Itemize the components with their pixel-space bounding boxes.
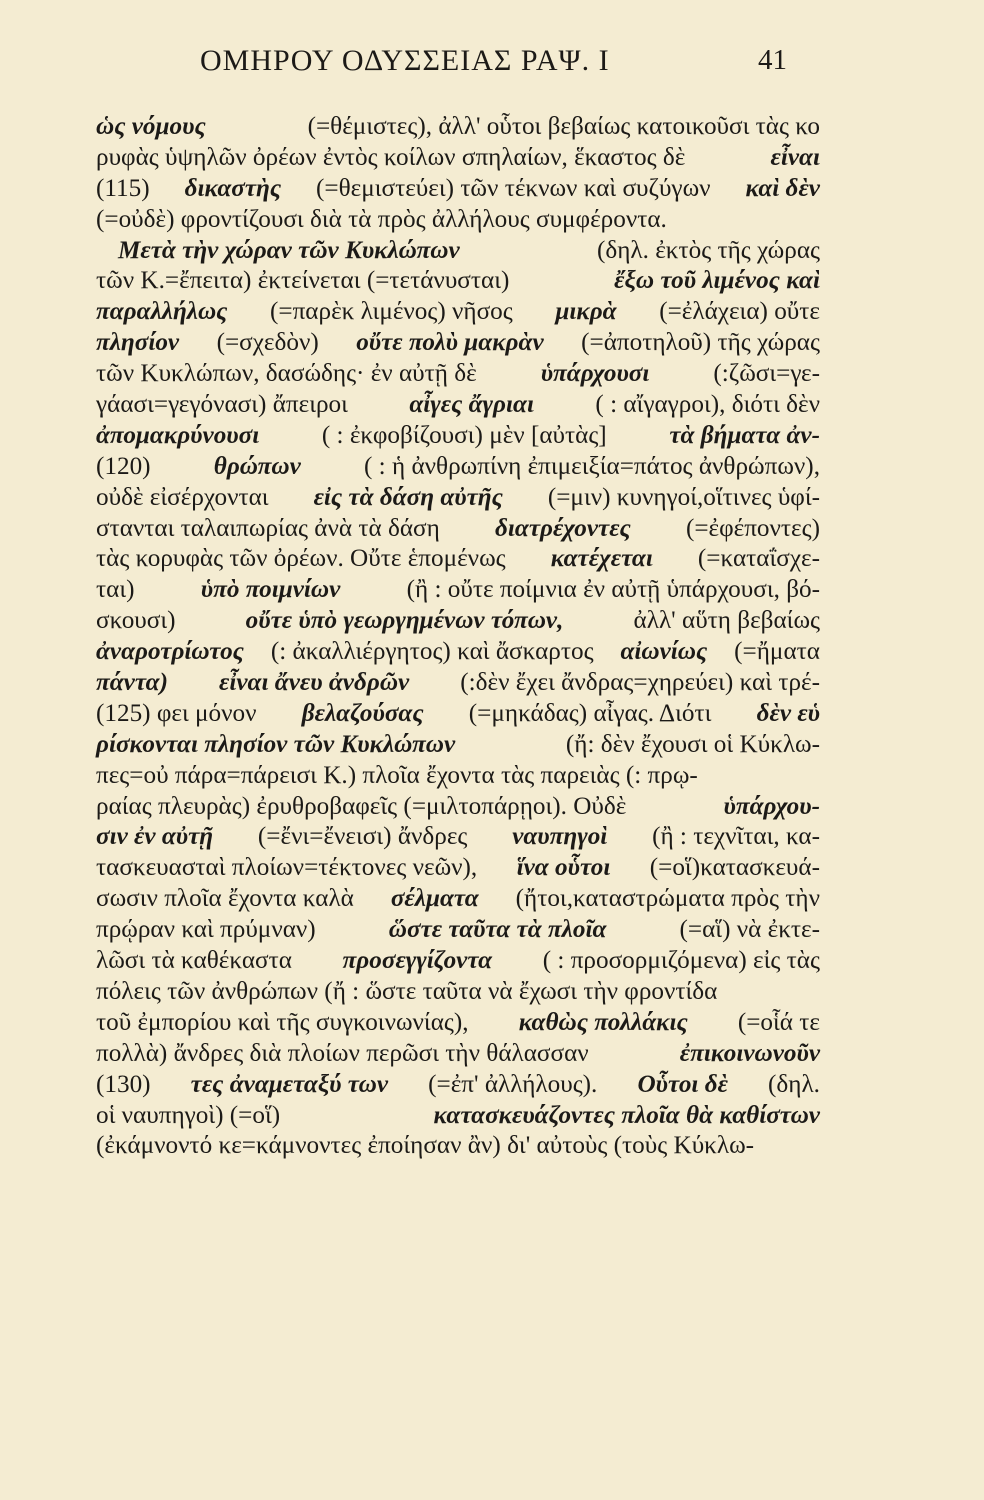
- lemma-text: ἐπικοινωνοῦν: [679, 1039, 820, 1067]
- text-line: [96, 297, 820, 328]
- text-line: [96, 1101, 820, 1132]
- text-line: [96, 514, 820, 545]
- text-line: [96, 112, 820, 143]
- gloss-text: σωσιν πλοῖα ἔχοντα καλὰ: [96, 885, 354, 913]
- gloss-text: (=σχεδὸν): [216, 329, 319, 357]
- text-line: [96, 946, 820, 977]
- lemma-text: πάντα): [96, 669, 169, 697]
- gloss-text: ἀλλ' αὕτη βεβαίως: [633, 607, 820, 635]
- text-line: [96, 236, 820, 267]
- gloss-text: ται): [96, 576, 135, 604]
- lemma-text: εἶναι ἄνευ ἀνδρῶν: [219, 669, 410, 697]
- lemma-text: προσεγγίζοντα: [342, 947, 493, 975]
- gloss-text: (120): [96, 452, 151, 480]
- text-line: [96, 822, 820, 853]
- lemma-text: ὥστε ταῦτα τὰ πλοῖα: [388, 916, 607, 944]
- lemma-text: Μετὰ τὴν χώραν τῶν Κυκλώπων: [118, 236, 460, 264]
- gloss-text: οἱ ναυπηγοὶ) (=οἵ): [96, 1101, 281, 1129]
- gloss-text: ραίας πλευρὰς) ἐρυθροβαφεῖς (=μιλτοπάρῃοι). Οὐδὲ: [96, 792, 627, 820]
- lemma-text: θρώπων: [213, 452, 301, 480]
- gloss-text: (:ζῶσι=γε-: [713, 360, 820, 388]
- text-line: [96, 328, 820, 359]
- lemma-text: κατασκευάζοντες πλοῖα θὰ καθίστων: [433, 1101, 820, 1129]
- gloss-text: (=ἐπ' ἀλλήλους).: [428, 1070, 598, 1098]
- lemma-text: οὔτε πολὺ μακρὰν: [356, 329, 544, 357]
- gloss-text: ( : ἐκφοβίζουσι) μὲν [αὐτὰς]: [321, 421, 607, 449]
- text-line: [96, 884, 820, 915]
- gloss-text: τοῦ ἐμπορίου καὶ τῆς συγκοινωνίας),: [96, 1008, 469, 1036]
- lemma-text: τες ἀναμεταξύ των: [190, 1070, 389, 1098]
- gloss-text: (ἢ : τεχνῖται, κα-: [652, 823, 820, 851]
- gloss-text: (ἤ: δὲν ἔχουσι οἱ Κύκλω-: [565, 730, 820, 758]
- lemma-text: δικαστὴς: [184, 174, 282, 202]
- text-line: [96, 359, 820, 390]
- lemma-text: δὲν εὑ: [756, 699, 820, 727]
- text-line: [96, 1131, 820, 1162]
- lemma-text: αἰωνίως: [620, 638, 708, 666]
- text-line: [96, 792, 820, 823]
- gloss-text: (ἢ : οὔτε ποίμνια ἐν αὐτῇ ὑπάρχουσι, βό-: [406, 576, 820, 604]
- text-line: [96, 606, 820, 637]
- gloss-text: (=μιν) κυνηγοί,οἵτινες ὑφί-: [547, 483, 820, 511]
- text-line: [96, 1008, 820, 1039]
- gloss-text: ( : ἡ ἀνθρωπίνη ἐπιμειξία=πάτος ἀνθρώπων),: [364, 452, 820, 480]
- text-line: [96, 174, 820, 205]
- gloss-text: ρυφὰς ὑψηλῶν ὀρέων ἐντὸς κοίλων σπηλαίων, ἕκαστος δὲ: [96, 143, 686, 171]
- gloss-text: πρῴραν καὶ πρύμναν): [96, 916, 316, 944]
- gloss-text: ( : προσορμιζόμενα) εἰς τὰς: [542, 947, 820, 975]
- gloss-text: πολλὰ) ἄνδρες διὰ πλοίων περῶσι τὴν θάλασσαν: [96, 1039, 589, 1067]
- gloss-text: (=παρὲκ λιμένος) νῆσος: [270, 298, 513, 326]
- header-title: ΟΜΗΡΟΥ ΟΔΥΣΣΕΙΑΣ ΡΑΨ. Ι: [200, 44, 610, 77]
- text-line: [96, 853, 820, 884]
- lemma-text: παραλλήλως: [96, 298, 228, 326]
- gloss-text: (=καταΐσχε-: [697, 545, 820, 573]
- lemma-text: εἶναι: [770, 143, 820, 171]
- gloss-text: (125) φει μόνον: [96, 699, 257, 727]
- gloss-text: (δηλ. ἐκτὸς τῆς χώρας: [597, 236, 820, 264]
- lemma-text: ἔξω τοῦ λιμένος καὶ: [614, 267, 820, 295]
- gloss-text: (=θέμιστες), ἀλλ' οὗτοι βεβαίως κατοικοῦσι τὰς κο: [307, 113, 820, 140]
- text-line: [96, 1070, 820, 1101]
- lemma-text: ναυπηγοὶ: [512, 823, 608, 851]
- lemma-text: εἰς τὰ δάση αὐτῆς: [313, 483, 503, 511]
- lemma-text: ὑπάρχουσι: [540, 360, 650, 388]
- gloss-text: τασκευασταὶ πλοίων=τέκτονες νεῶν),: [96, 854, 478, 882]
- lemma-text: ἀπομακρύνουσι: [96, 421, 260, 449]
- gloss-text: ( : αἴγαγροι), διότι δὲν: [595, 391, 820, 419]
- gloss-text: (=ἐλάχεια) οὔτε: [659, 298, 820, 326]
- gloss-text: (=μηκάδας) αἶγας. Διότι: [468, 699, 712, 727]
- gloss-text: στανται ταλαιπωρίας ἀνὰ τὰ δάση: [96, 514, 440, 542]
- gloss-text: (=αἵ) νὰ ἐκτε-: [679, 916, 820, 944]
- text-line: [96, 699, 820, 730]
- gloss-text: (=θεμιστεύει) τῶν τέκνων καὶ συζύγων: [316, 174, 711, 202]
- gloss-text: (115): [96, 174, 150, 202]
- text-line: [96, 544, 820, 575]
- text-line: [96, 483, 820, 514]
- gloss-text: (=οἵ)κατασκευά-: [649, 854, 820, 882]
- lemma-text: ἵνα οὗτοι: [516, 854, 611, 882]
- commentary-text: [96, 112, 820, 1162]
- text-line: [96, 266, 820, 297]
- lemma-text: ὡς νόμους: [96, 113, 206, 140]
- lemma-text: σιν ἐν αὐτῇ: [96, 823, 214, 851]
- lemma-text: ὑπάρχου-: [723, 792, 820, 820]
- lemma-text: ἀναροτρίωτος: [96, 638, 244, 666]
- text-line: [96, 205, 820, 236]
- text-line: [96, 452, 820, 483]
- gloss-text: (130): [96, 1070, 151, 1098]
- text-line: [96, 915, 820, 946]
- gloss-text: πες=οὐ πάρα=πάρεισι Κ.) πλοῖα ἔχοντα τὰς παρειὰς (: πρῳ-: [96, 761, 698, 789]
- gloss-text: οὐδὲ εἰσέρχονται: [96, 483, 269, 511]
- lemma-text: Οὗτοι δὲ: [637, 1070, 728, 1098]
- gloss-text: (ἐκάμνοντό κε=κάμνοντες ἐποίησαν ἂν) δι' αὐτοὺς (τοὺς Κύκλω-: [96, 1132, 755, 1160]
- gloss-text: τὰς κορυφὰς τῶν ὀρέων. Οὔτε ἑπομένως: [96, 545, 506, 573]
- gloss-text: (=ἤματα: [734, 638, 820, 666]
- lemma-text: σέλματα: [390, 885, 479, 913]
- gloss-text: (=οὐδὲ) φροντίζουσι διὰ τὰ πρὸς ἀλλήλους συμφέροντα.: [96, 205, 667, 233]
- gloss-text: γάασι=γεγόνασι) ἄπειροι: [96, 391, 348, 419]
- gloss-text: (=ἐφέποντες): [685, 514, 820, 542]
- text-line: [96, 761, 820, 792]
- gloss-text: σκουσι): [96, 607, 176, 635]
- lemma-text: κατέχεται: [550, 545, 653, 573]
- gloss-text: (ἤτοι,καταστρώματα πρὸς τὴν: [515, 885, 820, 913]
- gloss-text: (: ἀκαλλιέργητος) καὶ ἄσκαρτος: [270, 638, 594, 666]
- lemma-text: αἶγες ἄγριαι: [409, 391, 534, 419]
- lemma-text: καὶ δὲν: [745, 174, 820, 202]
- lemma-text: καθὼς πολλάκις: [518, 1008, 688, 1036]
- gloss-text: τῶν Κ.=ἔπειτα) ἐκτείνεται (=τετάνυσται): [96, 267, 510, 295]
- running-header: [0, 44, 984, 88]
- gloss-text: (δηλ.: [768, 1070, 820, 1098]
- lemma-text: βελαζούσας: [301, 699, 424, 727]
- text-line: [96, 637, 820, 668]
- page-number: 41: [758, 44, 787, 76]
- text-line: [96, 668, 820, 699]
- lemma-text: πλησίον: [96, 329, 180, 357]
- gloss-text: (:δὲν ἔχει ἄνδρας=χηρεύει) καὶ τρέ-: [460, 669, 820, 697]
- text-line: [96, 1039, 820, 1070]
- text-line: [96, 977, 820, 1008]
- lemma-text: ὑπὸ ποιμνίων: [200, 576, 341, 604]
- text-line: [96, 143, 820, 174]
- lemma-text: διατρέχοντες: [494, 514, 631, 542]
- text-line: [96, 390, 820, 421]
- lemma-text: τὰ βήματα ἀν-: [669, 421, 820, 449]
- text-line: [96, 730, 820, 761]
- text-line: [96, 421, 820, 452]
- gloss-text: πόλεις τῶν ἀνθρώπων (ἤ : ὥστε ταῦτα νὰ ἔχωσι τὴν φροντίδα: [96, 977, 718, 1005]
- gloss-text: (=ἔνι=ἔνεισι) ἄνδρες: [257, 823, 468, 851]
- gloss-text: (=ἀποτηλοῦ) τῆς χώρας: [581, 329, 820, 357]
- gloss-text: τῶν Κυκλώπων, δασώδης· ἐν αὐτῇ δὲ: [96, 360, 477, 388]
- text-line: [96, 575, 820, 606]
- lemma-text: μικρὰ: [555, 298, 617, 326]
- gloss-text: λῶσι τὰ καθέκαστα: [96, 947, 292, 975]
- lemma-text: ρίσκονται πλησίον τῶν Κυκλώπων: [96, 730, 456, 758]
- lemma-text: οὔτε ὑπὸ γεωργημένων τόπων,: [245, 607, 564, 635]
- gloss-text: (=οἷά τε: [737, 1008, 820, 1036]
